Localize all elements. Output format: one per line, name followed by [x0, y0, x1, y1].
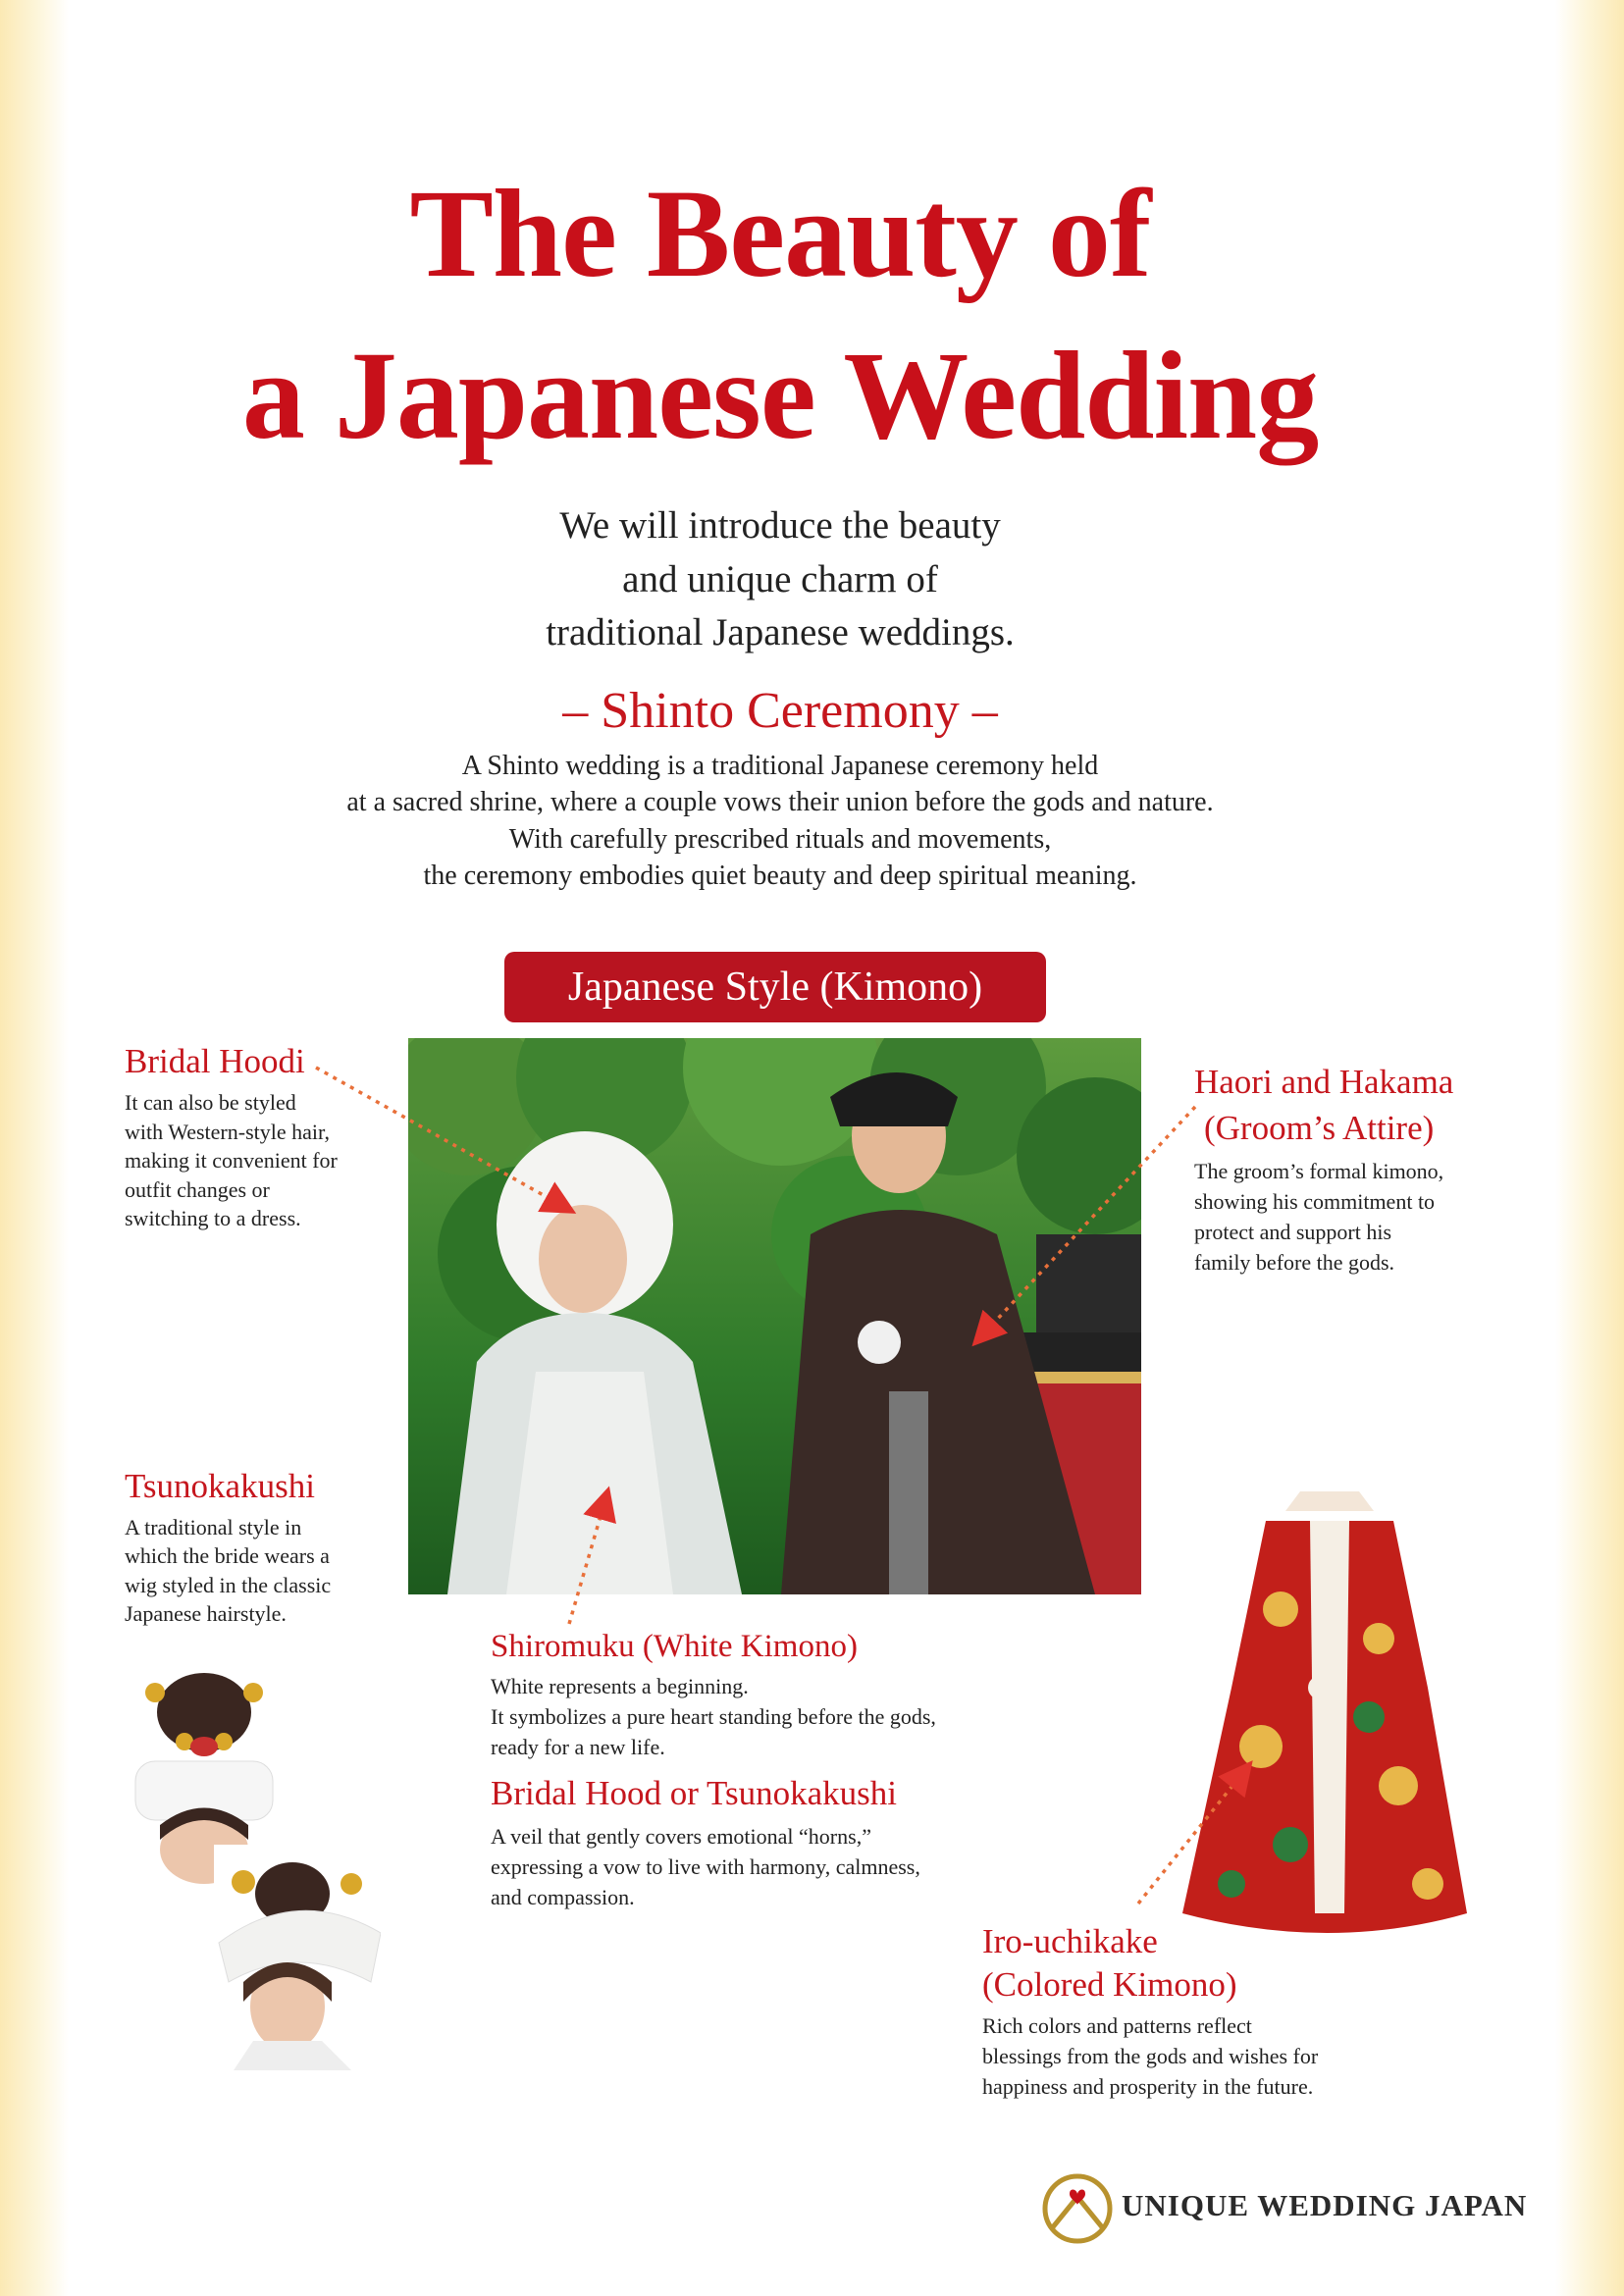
tsunokakushi-desc-line: wig styled in the classic: [125, 1573, 332, 1597]
kimono-banner: Japanese Style (Kimono): [504, 952, 1046, 1022]
haori-desc-line: family before the gods.: [1194, 1250, 1395, 1275]
tsunokakushi-desc-line: A traditional style in: [125, 1515, 302, 1539]
bridal-hoodi-desc-line: It can also be styled: [125, 1090, 296, 1115]
tsunokakushi-title: Tsunokakushi: [125, 1467, 315, 1505]
shiromuku-title: Shiromuku (White Kimono): [491, 1629, 858, 1664]
arrow-bridal-hoodi: [316, 1068, 564, 1207]
bridal-hood-desc-line: expressing a vow to live with harmony, calmness,: [491, 1854, 920, 1879]
shinto-text-line: A Shinto wedding is a traditional Japanese ceremony held: [461, 751, 1099, 781]
arrow-irouchikake: [1138, 1771, 1244, 1904]
haori-desc-line: protect and support his: [1194, 1220, 1392, 1244]
bridal-hood-title: Bridal Hood or Tsunokakushi: [491, 1774, 897, 1812]
brand-logo-icon: [1040, 2171, 1115, 2246]
tsunokakushi-desc-line: Japanese hairstyle.: [125, 1601, 287, 1626]
page-title-line-1: The Beauty of: [409, 164, 1151, 303]
irouchikake-desc-line: blessings from the gods and wishes for: [982, 2044, 1319, 2068]
arrow-shiromuku: [569, 1499, 605, 1624]
shinto-text-line: the ceremony embodies quiet beauty and deep spiritual meaning.: [423, 861, 1137, 891]
shinto-heading: – Shinto Ceremony –: [562, 683, 998, 739]
shiromuku-desc-line: It symbolizes a pure heart standing before the gods,: [491, 1704, 936, 1729]
bridal-hoodi-desc-line: outfit changes or: [125, 1177, 270, 1202]
haori-title-line: Haori and Hakama: [1194, 1063, 1454, 1101]
arrow-haori: [981, 1107, 1195, 1336]
bridal-hood-desc-line: A veil that gently covers emotional “horns,”: [491, 1824, 871, 1849]
haori-title-line: (Groom’s Attire): [1204, 1109, 1435, 1147]
intro-line: We will introduce the beauty: [559, 504, 1001, 547]
shinto-text-line: at a sacred shrine, where a couple vows their union before the gods and nature.: [346, 787, 1214, 817]
irouchikake-title-line: (Colored Kimono): [982, 1965, 1237, 2004]
bridal-hoodi-title: Bridal Hoodi: [125, 1042, 305, 1080]
bridal-hoodi-desc-line: making it convenient for: [125, 1148, 338, 1173]
intro-line: and unique charm of: [622, 558, 938, 600]
tsunokakushi-desc-line: which the bride wears a: [125, 1543, 330, 1568]
intro-line: traditional Japanese weddings.: [546, 611, 1015, 653]
shiromuku-desc-line: ready for a new life.: [491, 1735, 665, 1759]
brand-name: UNIQUE WEDDING JAPAN: [1122, 2188, 1528, 2222]
haori-desc-line: showing his commitment to: [1194, 1189, 1436, 1214]
bridal-hoodi-desc-line: with Western-style hair,: [125, 1120, 330, 1144]
haori-desc-line: The groom’s formal kimono,: [1194, 1159, 1444, 1183]
irouchikake-desc-line: Rich colors and patterns reflect: [982, 2013, 1252, 2038]
irouchikake-desc-line: happiness and prosperity in the future.: [982, 2074, 1314, 2099]
bridal-hoodi-desc-line: switching to a dress.: [125, 1206, 301, 1230]
shiromuku-desc-line: White represents a beginning.: [491, 1674, 749, 1698]
bridal-hood-desc-line: and compassion.: [491, 1885, 635, 1909]
page-title-line-2: a Japanese Wedding: [241, 326, 1319, 465]
shinto-text-line: With carefully prescribed rituals and movements,: [508, 824, 1052, 855]
irouchikake-title-line: Iro-uchikake: [982, 1922, 1158, 1960]
